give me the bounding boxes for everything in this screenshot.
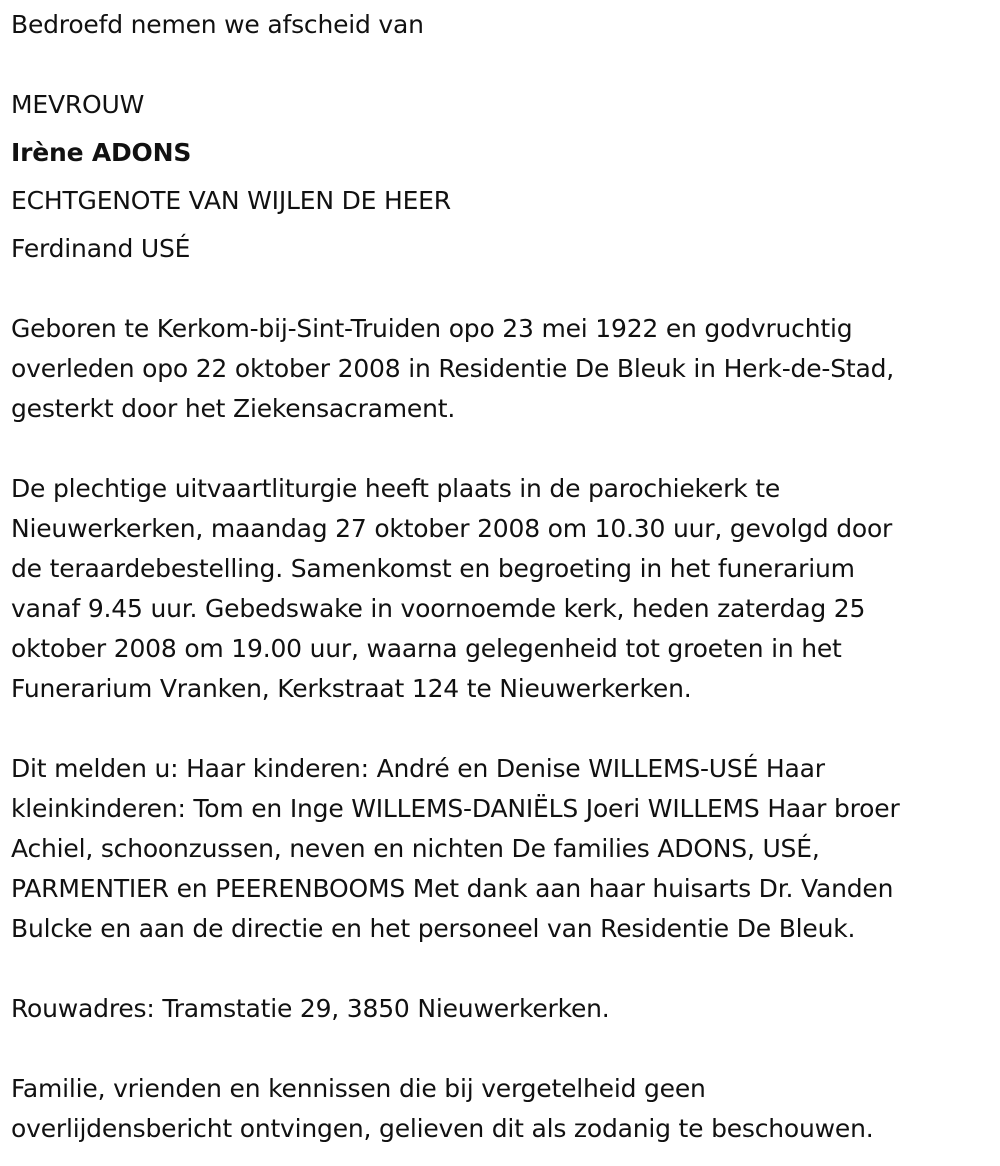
paragraph-line: Familie, vrienden en kennissen die bij vergetelheid geen (11, 1074, 706, 1103)
paragraph-line: oktober 2008 om 19.00 uur, waarna gelegenheid tot groeten in het (11, 634, 842, 663)
paragraph-line: Achiel, schoonzussen, neven en nichten De families ADONS, USÉ, (11, 834, 820, 863)
paragraph-line: kleinkinderen: Tom en Inge WILLEMS-DANIËLS Joeri WILLEMS Haar broer (11, 794, 900, 823)
paragraph-line: PARMENTIER en PEERENBOOMS Met dank aan haar huisarts Dr. Vanden (11, 874, 894, 903)
spouse-name: Ferdinand USÉ (11, 234, 191, 263)
paragraph-line: gesterkt door het Ziekensacrament. (11, 394, 456, 423)
mourning-address: Rouwadres: Tramstatie 29, 3850 Nieuwerkerken. (11, 994, 610, 1023)
relation-line: ECHTGENOTE VAN WIJLEN DE HEER (11, 186, 451, 215)
paragraph-line: Funerarium Vranken, Kerkstraat 124 te Nieuwerkerken. (11, 674, 692, 703)
paragraph-line: overlijdensbericht ontvingen, gelieven dit als zodanig te beschouwen. (11, 1114, 874, 1143)
paragraph-line: vanaf 9.45 uur. Gebedswake in voornoemde kerk, heden zaterdag 25 (11, 594, 866, 623)
paragraph-line: Dit melden u: Haar kinderen: André en Denise WILLEMS-USÉ Haar (11, 754, 825, 783)
paragraph-line: de teraardebestelling. Samenkomst en begroeting in het funerarium (11, 554, 855, 583)
paragraph-line: Nieuwerkerken, maandag 27 oktober 2008 om 10.30 uur, gevolgd door (11, 514, 893, 543)
deceased-name: Irène ADONS (11, 138, 192, 167)
paragraph-line: overleden opo 22 oktober 2008 in Residentie De Bleuk in Herk-de-Stad, (11, 354, 895, 383)
paragraph-line: De plechtige uitvaartliturgie heeft plaats in de parochiekerk te (11, 474, 780, 503)
intro-line: Bedroefd nemen we afscheid van (11, 10, 424, 39)
paragraph-line: Geboren te Kerkom-bij-Sint-Truiden opo 23 mei 1922 en godvruchtig (11, 314, 853, 343)
paragraph-line: Bulcke en aan de directie en het personeel van Residentie De Bleuk. (11, 914, 856, 943)
title-line: MEVROUW (11, 90, 145, 119)
